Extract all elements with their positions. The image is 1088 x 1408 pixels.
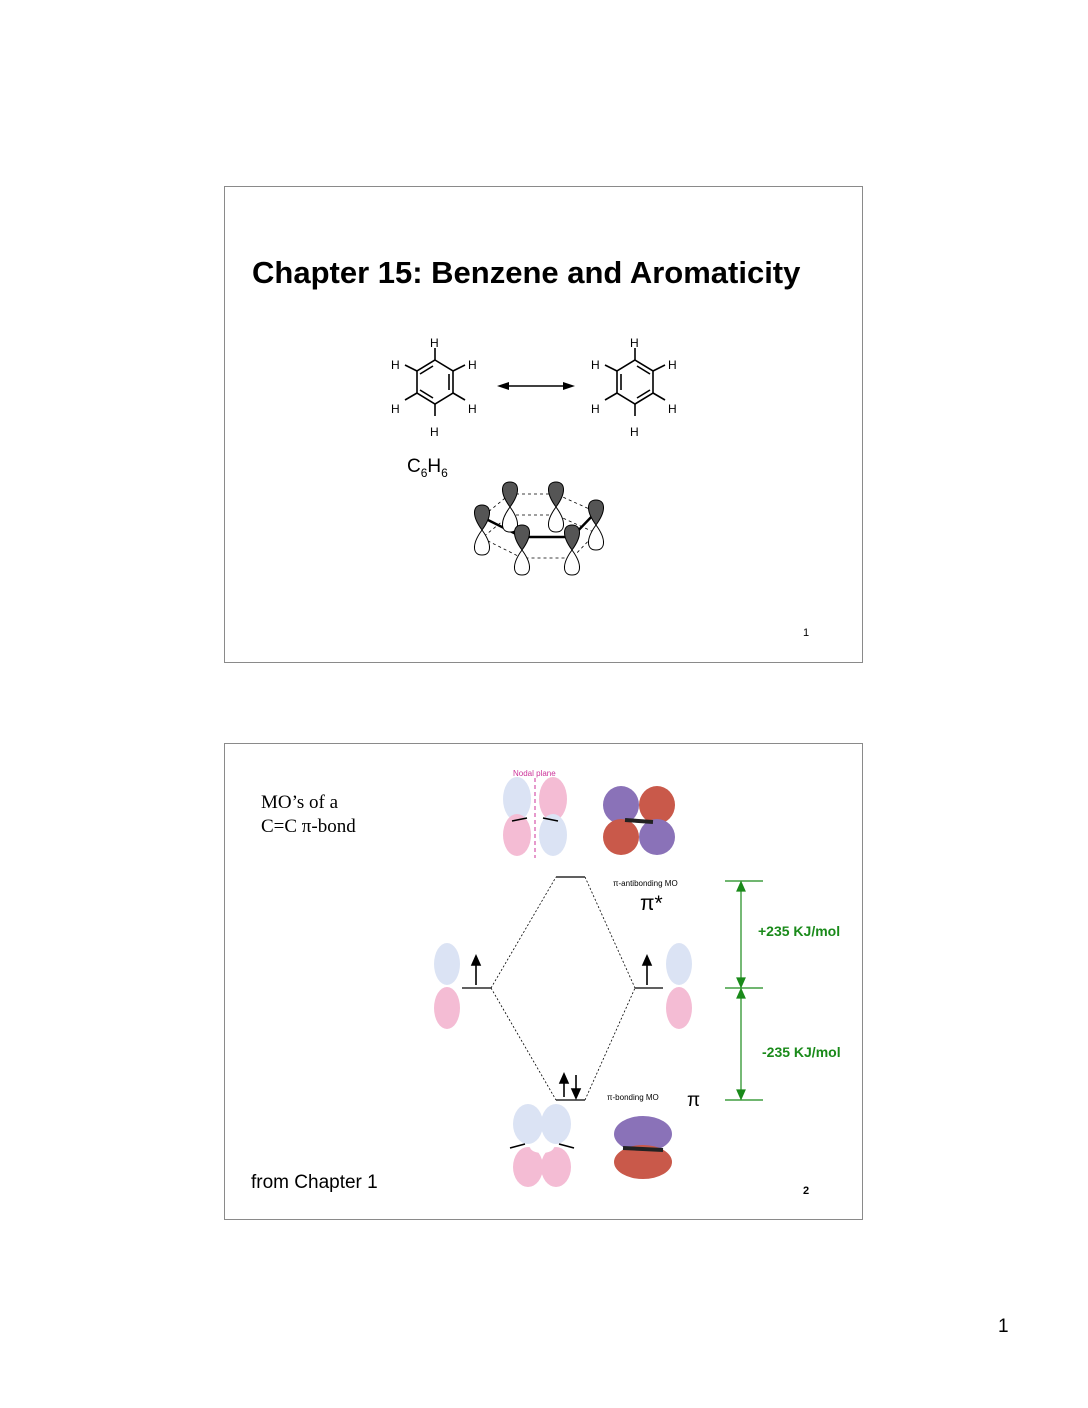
- bonding-lobe-drawing: [510, 1104, 574, 1187]
- electron-arrows: [472, 956, 651, 1098]
- benzene-resonance-diagram: [225, 187, 864, 664]
- antibonding-orbital-render: [603, 786, 675, 855]
- benzene-structure-left: [405, 348, 465, 416]
- energy-raise-label: +235 KJ/mol: [758, 923, 841, 939]
- resonance-arrow: [497, 382, 575, 390]
- p-orbital-ring-diagram: [474, 482, 603, 575]
- mo-caption-line-1: MO’s of a: [261, 792, 339, 813]
- h-atom-label: H: [391, 402, 400, 416]
- h-atom-label: H: [591, 358, 600, 372]
- source-note: from Chapter 1: [251, 1172, 378, 1193]
- h-atom-label: H: [630, 336, 639, 350]
- bonding-label: π-bonding MO: [607, 1093, 659, 1102]
- benzene-structure-right: [605, 348, 665, 416]
- energy-levels: [462, 877, 663, 1100]
- left-p-orbital: [434, 943, 460, 1029]
- bonding-symbol: π: [687, 1090, 701, 1111]
- benzene-left-h-labels: [391, 336, 477, 439]
- bonding-orbital-render: [614, 1116, 672, 1179]
- page-number: 1: [998, 1316, 1009, 1337]
- molecular-formula: $C_6H_6$: [407, 456, 448, 480]
- antibonding-symbol: π*: [640, 892, 663, 915]
- correlation-lines: [491, 877, 635, 1100]
- energy-gap-arrows: [725, 881, 763, 1100]
- slide-title: Chapter 15: Benzene and Aromaticity: [252, 255, 801, 290]
- h-atom-label: H: [430, 336, 439, 350]
- h-atom-label: H: [668, 358, 677, 372]
- h-atom-label: H: [468, 402, 477, 416]
- slide-number: 1: [803, 627, 810, 639]
- h-atom-label: H: [668, 402, 677, 416]
- h-atom-label: H: [391, 358, 400, 372]
- energy-lower-label: -235 KJ/mol: [762, 1044, 841, 1060]
- slide-number: 2: [803, 1185, 810, 1197]
- mo-energy-diagram: [225, 744, 864, 1221]
- slide-2: [224, 743, 863, 1220]
- mo-caption-line-2: C=C π-bond: [261, 816, 356, 837]
- h-atom-label: H: [468, 358, 477, 372]
- nodal-plane-label: Nodal plane: [513, 769, 556, 778]
- h-atom-label: H: [591, 402, 600, 416]
- slide-1: [224, 186, 863, 663]
- benzene-right-h-labels: [591, 336, 677, 439]
- h-atom-label: H: [630, 425, 639, 439]
- antibonding-label: π-antibonding MO: [613, 879, 678, 888]
- antibonding-lobe-drawing: [503, 777, 567, 858]
- h-atom-label: H: [430, 425, 439, 439]
- right-p-orbital: [666, 943, 692, 1029]
